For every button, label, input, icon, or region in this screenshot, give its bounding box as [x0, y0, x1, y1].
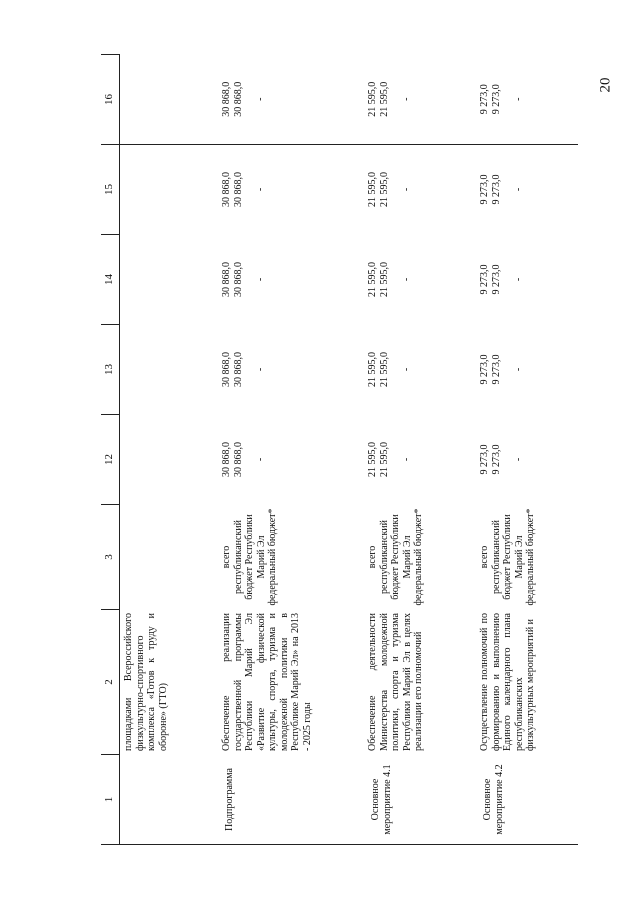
source-federal-budget: федеральный бюджет* [525, 508, 536, 606]
header-row [101, 55, 120, 845]
table-row [476, 55, 578, 845]
row-label: Основное мероприятие 4.1 [364, 755, 476, 845]
header-col-3: 3 [101, 505, 120, 610]
funding-sources [218, 505, 364, 610]
header-col-15: 15 [101, 145, 120, 235]
value-cell: 9 273,0 9 273,0 - [476, 415, 578, 505]
header-col-2: 2 [101, 610, 120, 755]
value-cell: 21 595,0 21 595,0 - [364, 145, 476, 235]
value-cell: 30 868,0 30 868,0 - [218, 325, 364, 415]
header-col-1: 1 [101, 755, 120, 845]
source-total: всего [367, 545, 378, 569]
value-cell: 30 868,0 30 868,0 - [218, 145, 364, 235]
source-republic-budget: республиканский бюджет Республики Марий Эл [232, 514, 267, 600]
value-cell: 21 595,0 21 595,0 - [364, 235, 476, 325]
value-cell: 9 273,0 9 273,0 - [476, 235, 578, 325]
funding-sources [476, 505, 578, 610]
budget-table [101, 54, 578, 845]
source-republic-budget: республиканский бюджет Республики Марий Эл [490, 514, 525, 600]
source-federal-budget: федеральный бюджет* [267, 508, 278, 606]
value-cell: 30 868,0 30 868,0 - [218, 415, 364, 505]
row-description: площадками Всероссийского физкультурно-спортивного комплекса «Готов к труду и обороне» (ГТО) [120, 610, 219, 755]
table-row [218, 55, 364, 845]
value-cell: 21 595,0 21 595,0 - [364, 55, 476, 145]
header-col-12: 12 [101, 415, 120, 505]
row-label [120, 755, 219, 845]
header-col-14: 14 [101, 235, 120, 325]
value-cell: 21 595,0 21 595,0 - [364, 415, 476, 505]
value-cell: 21 595,0 21 595,0 - [364, 325, 476, 415]
table-row [364, 55, 476, 845]
row-description: Обеспечение деятельности Министерства молодежной политики, спорта и туризма Республики Марий Эл в целях реализации его полномочий [364, 610, 476, 755]
row-description: Обеспечение реализации государственной программы Республики Марий Эл «Развитие физической культуры, спорта, туризма и молодежной политики в Республике Марий Эл» на 2013 - 2025 годы [218, 610, 364, 755]
value-cell: 9 273,0 9 273,0 - [476, 145, 578, 235]
row-label: Подпрограмма [218, 755, 364, 845]
rotated-table-page [101, 55, 621, 845]
header-col-13: 13 [101, 325, 120, 415]
funding-sources [120, 505, 219, 610]
source-total: всего [479, 545, 490, 569]
table-row [120, 55, 219, 845]
source-federal-budget: федеральный бюджет* [413, 508, 424, 606]
value-cell: 30 868,0 30 868,0 - [218, 235, 364, 325]
value-cell: 9 273,0 9 273,0 - [476, 325, 578, 415]
value-cell: 30 868,0 30 868,0 - [218, 55, 364, 145]
value-cell: 9 273,0 9 273,0 - [476, 55, 578, 145]
row-description: Осуществление полномочий по формированию и выполнению Единого календарного плана республиканских физкультурных мероприятий и [476, 610, 578, 755]
funding-sources [364, 505, 476, 610]
header-col-16: 16 [101, 55, 120, 145]
page-number: 20 [597, 77, 614, 93]
row-label: Основное мероприятие 4.2 [476, 755, 578, 845]
source-republic-budget: республиканский бюджет Республики Марий Эл [378, 514, 413, 600]
source-total: всего [221, 545, 232, 569]
